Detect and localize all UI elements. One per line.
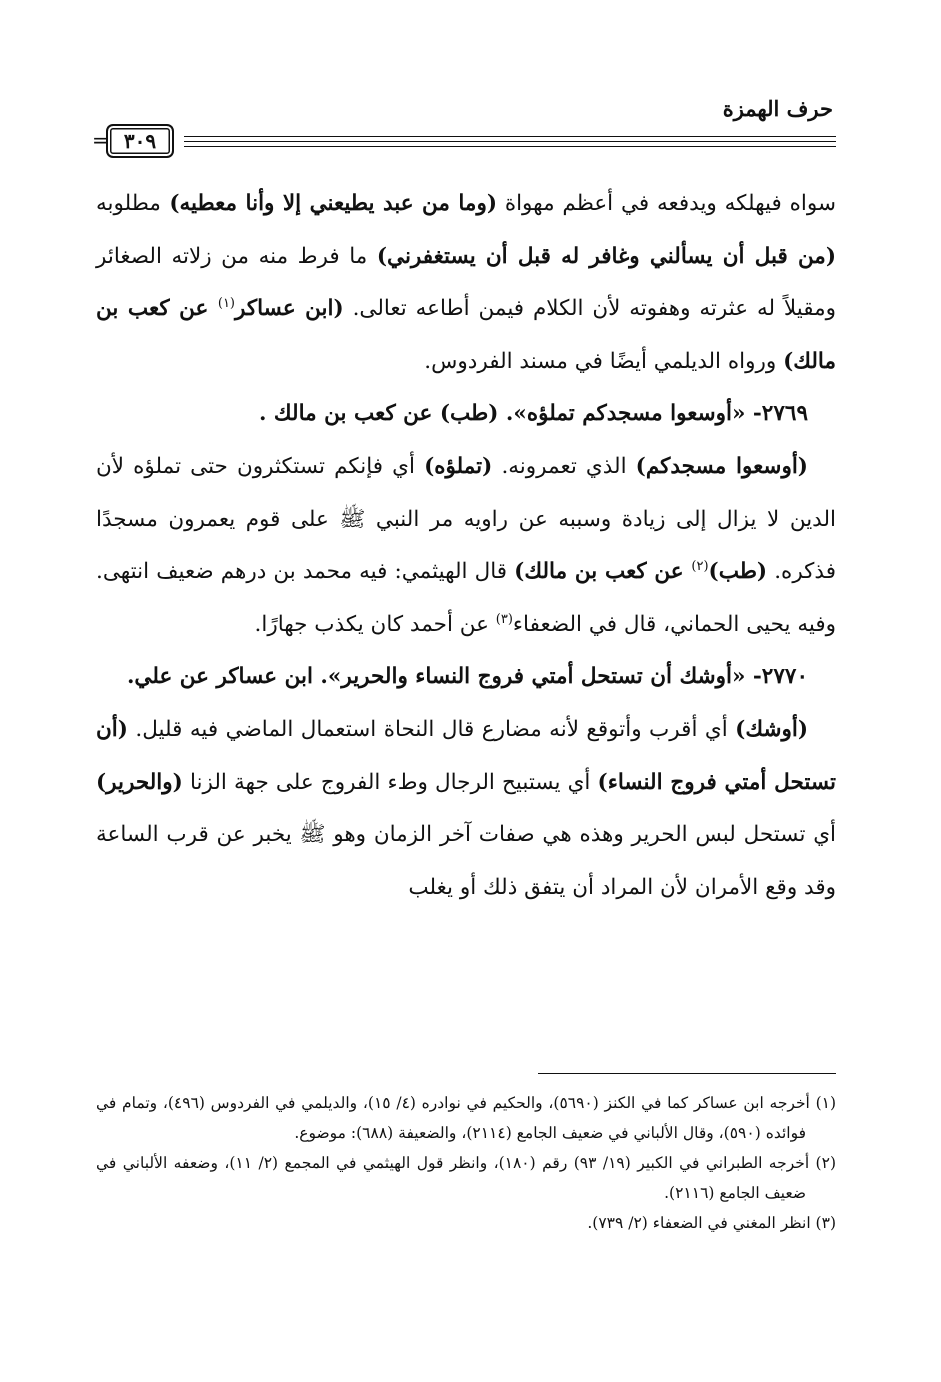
bold-run: (أن تستحل أمتي فروج النساء)	[96, 716, 836, 795]
body-paragraph	[96, 651, 836, 704]
equals-mark: =	[92, 128, 109, 152]
bold-run: (أوشك)	[735, 716, 808, 742]
body-paragraph	[96, 704, 836, 914]
footnote-item: (٣) انظر المغني في الضعفاء (٢/ ٧٣٩).	[587, 1214, 836, 1232]
text-run: أي يستبيح الرجال وطء الفروج على جهة الزنا	[182, 769, 598, 795]
rule-line	[184, 136, 836, 137]
footnote-separator	[538, 1073, 836, 1074]
text-run: عن أحمد كان يكذب جهارًا.	[254, 611, 496, 637]
rule-line	[184, 141, 836, 142]
bold-run: (ابن عساكر	[235, 296, 344, 322]
text-run: ما فرط منه من زلاته الصغائر ومقيلاً له عثرته وهفوته لأن الكلام فيمن أطاعه تعالى.	[96, 243, 837, 322]
bold-run: (أوسعوا مسجدكم)	[635, 453, 808, 479]
footnote-item: (١) أخرجه ابن عساكر كما في الكنز (٥٦٩٠)، والحكيم في نوادره (٤/ ١٥)، والديلمي في الفردوس (٤٩٦)، وتمام في فوائده (٥٩٠)، وقال الألباني في ضعيف الجامع (٢١١٤)، والضعيفة (٦٨٨): موضوع.	[96, 1094, 837, 1142]
header-rule	[92, 124, 836, 160]
text-run: أي أقرب وأتوقع لأنه مضارع قال النحاة استعمال الماضي فيه قليل.	[127, 716, 736, 742]
main-text	[96, 178, 836, 914]
body-paragraph	[96, 441, 836, 651]
page-number: ٣٠٩	[106, 124, 174, 158]
footnote-ref: (١)	[217, 296, 235, 312]
footnote-item: (٢) أخرجه الطبراني في الكبير (١٩/ ٩٣) رقم (١٨٠)، وانظر قول الهيثمي في المجمع (٢/ ١١)، وضعفه الألباني في ضعيف الجامع (٢١١٦).	[96, 1154, 836, 1202]
bold-run: عن كعب بن مالك)	[96, 296, 836, 374]
footnote-ref: (٢)	[691, 559, 709, 574]
rule-line	[184, 146, 836, 147]
bold-run: ٢٧٧٠- «أوشك أن تستحل أمتي فروج النساء والحرير». ابن عساكر عن علي.	[126, 664, 808, 690]
footnotes	[96, 1088, 836, 1238]
body-paragraph	[96, 388, 836, 441]
bold-run: (تملؤه)	[424, 453, 493, 479]
text-run: أي فإنكم تستكثرون حتى تملؤه لأن الدين لا يزال إلى زيادة وسببه عن راويه مر النبي ﷺ على قوم يعمرون مسجدًا فذكره.	[96, 453, 836, 585]
text-run: قال الهيثمي: فيه محمد بن درهم ضعيف انتهى. وفيه يحيى الحماني، قال في الضعفاء	[96, 559, 836, 637]
footnote-ref: (٣)	[495, 611, 513, 627]
text-run: أي تستحل لبس الحرير وهذه هي صفات آخر الزمان وهو ﷺ يخبر عن قرب الساعة وقد وقع الأمران لأن المراد أن يتفق ذلك أو يغلب	[96, 822, 836, 900]
bold-run: (والحرير)	[96, 769, 183, 795]
bold-run: (طب)	[708, 559, 768, 585]
text-run: سواه فيهلكه ويدفعه في أعظم مهواة	[497, 191, 836, 216]
bold-run: (من قبل أن يسألني وغافر له قبل أن يستغفرني)	[376, 243, 836, 269]
text-run: مطلوبه	[96, 191, 161, 216]
body-paragraph	[96, 178, 836, 388]
text-run: الذي تعمرونه.	[492, 453, 636, 479]
bold-run: (وما من عبد يطيعني إلا وأنا معطيه)	[160, 191, 497, 216]
bold-run: ٢٧٦٩- «أوسعوا مسجدكم تملؤه». (طب) عن كعب بن مالك .	[258, 401, 808, 427]
bold-run: عن كعب بن مالك)	[514, 559, 692, 585]
text-run: ورواه الديلمي أيضًا في مسند الفردوس.	[424, 348, 784, 374]
running-title: حرف الهمزة	[722, 96, 833, 121]
